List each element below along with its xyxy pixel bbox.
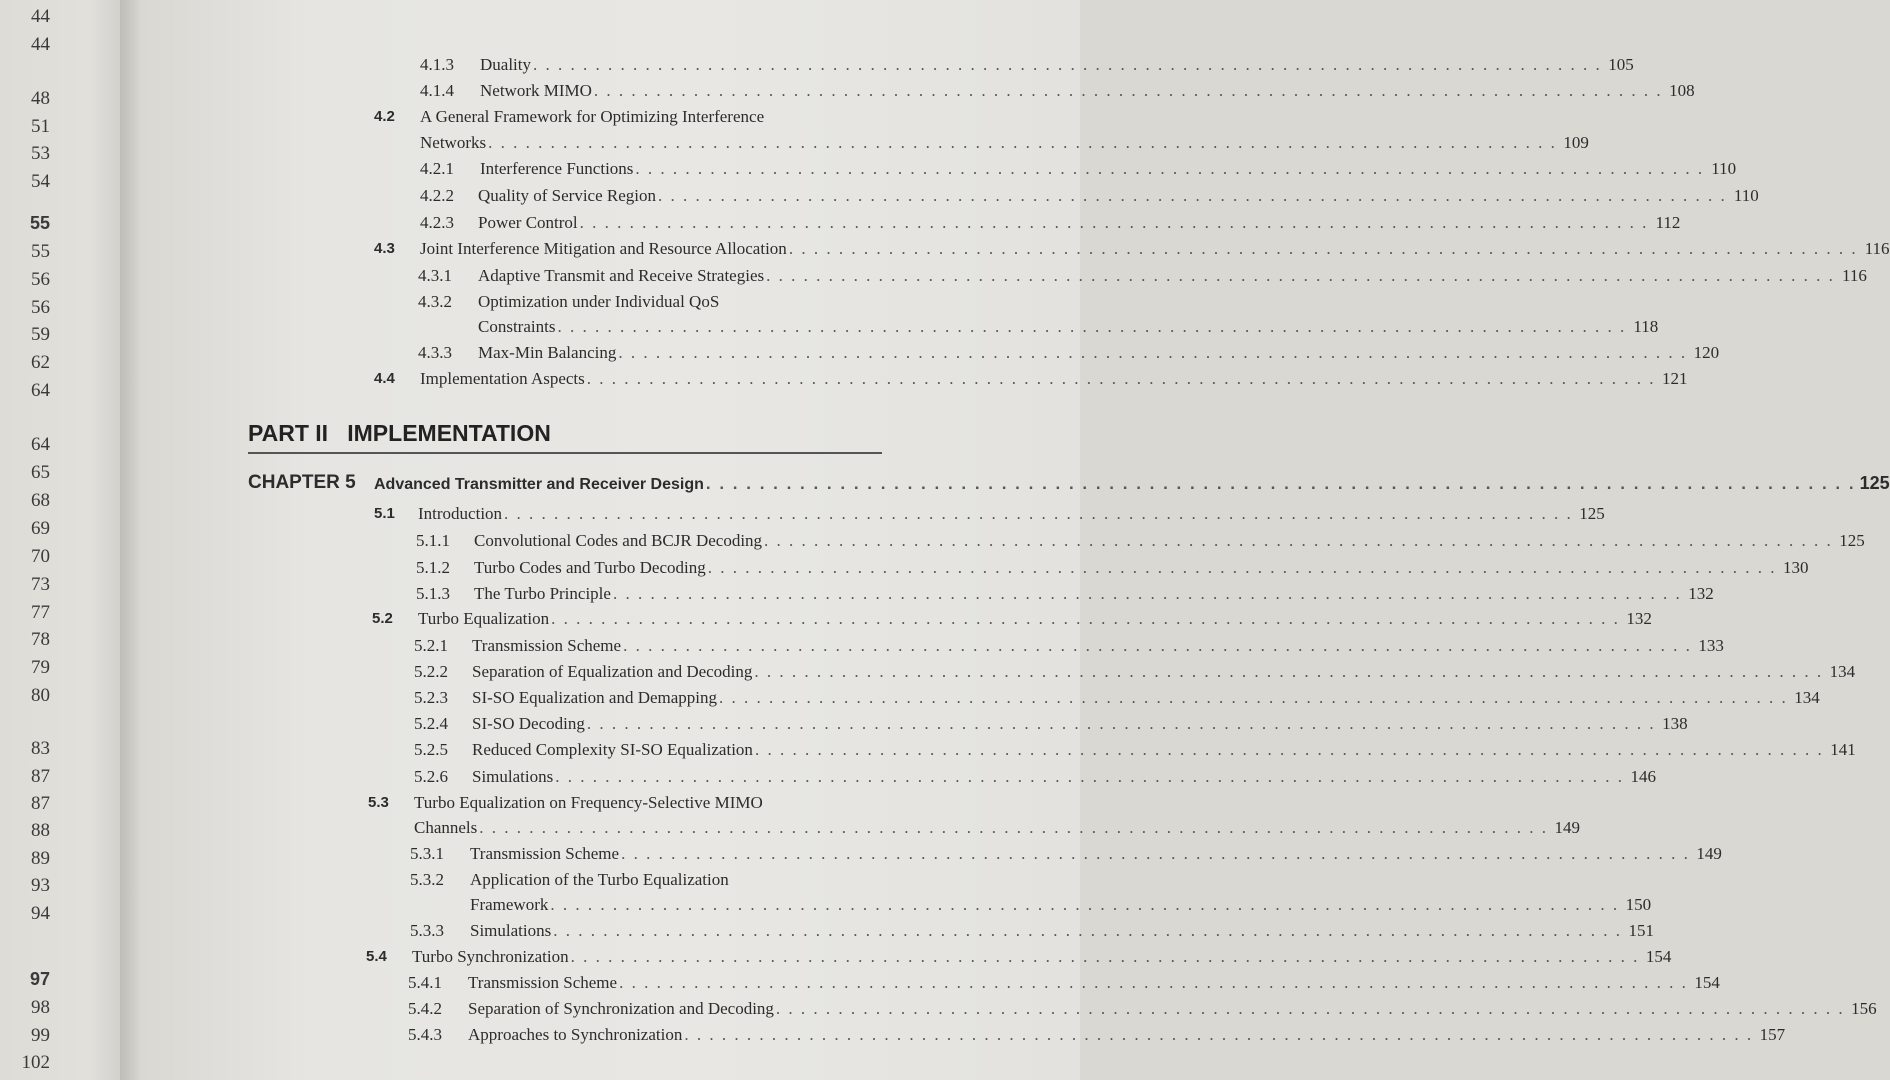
left-page-number: 65 [31,462,50,483]
left-page-number: 93 [31,875,50,896]
toc-section-number: 5.4.1 [408,973,442,992]
left-page-number: 88 [31,820,50,841]
left-page-number: 87 [31,793,50,814]
toc-entry [420,78,1695,104]
toc-page-number: 118 [1633,317,1659,336]
dot-leader: . . . . . . . . . . . . . . . . . . . . . . . . . . . . . . . . . . . . . . . . . . . . . . . . . . . . . . . . . . . . . . . . . . . . . . . . . . . . . . . . . . . . . . [619,973,1688,992]
toc-page-number: 109 [1563,133,1589,152]
left-page-number: 83 [31,738,50,759]
toc-title: Transmission Scheme [470,844,620,863]
toc-page-number: 138 [1662,714,1688,733]
dot-leader: . . . . . . . . . . . . . . . . . . . . . . . . . . . . . . . . . . . . . . . . . . . . . . . . . . . . . . . . . . . . . . . . . . . . . . . . . . . . . . . . . . . . . . [551,609,1620,628]
left-page-number: 44 [31,6,50,27]
toc-entry [408,996,1877,1022]
toc-section-number: 5.2.4 [414,714,448,733]
toc-page-number: 134 [1829,662,1856,681]
left-page-number: 87 [31,766,50,787]
toc-title: Turbo Codes and Turbo Decoding [474,558,706,577]
toc-entry [414,764,1656,790]
left-page-number: 79 [31,657,50,678]
toc-title: Channels [414,818,478,837]
left-page-number: 54 [31,171,50,192]
toc-entry [372,606,1652,632]
toc-section-number: 5.2.3 [414,688,448,707]
toc-section-number: 4.3 [374,240,395,257]
toc-section-number: 4.3.1 [418,266,452,285]
toc-title: Transmission Scheme [472,636,622,655]
dot-leader: . . . . . . . . . . . . . . . . . . . . . . . . . . . . . . . . . . . . . . . . . . . . . . . . . . . . . . . . . . . . . . . . . . . . . . . . . . . . . . . . . . . . . . [557,317,1627,336]
left-page-number: 56 [31,297,50,318]
toc-title: Simulations [472,767,554,786]
toc-entry [374,366,1688,392]
toc-entry [414,685,1820,711]
toc-entry [374,104,888,130]
dot-leader: . . . . . . . . . . . . . . . . . . . . . . . . . . . . . . . . . . . . . . . . . . . . . . . . . . . . . . . . . . . . . . . . . . . . . . . . . . . . . . . . . . . . . . [579,213,1649,232]
left-page-number: 80 [31,685,50,706]
toc-section-number: 5.4 [366,948,387,965]
toc-page-number: 110 [1711,159,1737,178]
dot-leader: . . . . . . . . . . . . . . . . . . . . . . . . . . . . . . . . . . . . . . . . . . . . . . . . . . . . . . . . . . . . . . . . . . . . . . . . . . . . . . . . . . . . . . [621,844,1690,863]
dot-leader: . . . . . . . . . . . . . . . . . . . . . . . . . . . . . . . . . . . . . . . . . . . . . . . . . . . . . . . . . . . . . . . . . . . . . . . . . . . . . . . . . . . . . . [618,343,1688,362]
toc-title: Optimization under Individual QoS [478,292,720,311]
left-page-number: 64 [31,434,50,455]
toc-section-number: 5.3.2 [410,870,444,889]
left-page-number: 59 [31,324,50,345]
dot-leader: . . . . . . . . . . . . . . . . . . . . . . . . . . . . . . . . . . . . . . . . . . . . . . . . . . . . . . . . . . . . . . . . . . . . . . . . . . . . . . . . . . . . . . [479,818,1549,837]
toc-section-number: 4.2.1 [420,159,454,178]
toc-title: SI-SO Decoding [472,714,585,733]
toc-page-number: 112 [1655,213,1681,232]
toc-section-number: 5.2.6 [414,767,448,786]
part-heading [248,420,882,454]
dot-leader: . . . . . . . . . . . . . . . . . . . . . . . . . . . . . . . . . . . . . . . . . . . . . . . . . . . . . . . . . . . . . . . . . . . . . . . . . . . . . . . . . . . . . . [504,504,1573,523]
toc-section-number: 4.3.2 [418,292,452,311]
left-page-number: 94 [31,903,50,924]
toc-section-number: 5.2.1 [414,636,448,655]
toc-section-number: 5.3.3 [410,921,444,940]
toc-page-number: 149 [1554,818,1581,837]
toc-title: Simulations [470,921,552,940]
toc-title: SI-SO Equalization and Demapping [472,688,718,707]
toc-entry [410,867,874,893]
toc-page-number: 141 [1830,740,1856,759]
dot-leader: . . . . . . . . . . . . . . . . . . . . . . . . . . . . . . . . . . . . . . . . . . . . . . . . . . . . . . . . . . . . . . . . . . . . . . . . . . . . . . . . . . . . . . [488,133,1557,152]
toc-entry [420,156,1737,182]
dot-leader: . . . . . . . . . . . . . . . . . . . . . . . . . . . . . . . . . . . . . . . . . . . . . . . . . . . . . . . . . . . . . . . . . . . . . . . . . . . . . . . . . . . . . . [550,895,1620,914]
toc-entry [416,581,1714,607]
left-page-number: 89 [31,848,50,869]
toc-entry [408,970,1720,996]
toc-title: Power Control [478,213,578,232]
dot-leader: . . . . . . . . . . . . . . . . . . . . . . . . . . . . . . . . . . . . . . . . . . . . . . . . . . . . . . . . . . . . . . . . . . . . . . . . . . . . . . . . . . . . . . [593,81,1663,100]
toc-page-number: 105 [1608,55,1634,74]
toc-title: Separation of Equalization and Decoding [472,662,753,681]
toc-entry [416,555,1809,581]
part-label: PART II [248,420,329,446]
toc-section-number: 4.2.3 [420,213,454,232]
toc-section-number: 4.4 [374,370,395,387]
dot-leader: . . . . . . . . . . . . . . . . . . . . . . . . . . . . . . . . . . . . . . . . . . . . . . . . . . . . . . . . . . . . . . . . . . . . . . . . . . . . . . . . . . . . . . [635,159,1705,178]
left-page-number: 98 [31,997,50,1018]
toc-page-number: 125 [1859,473,1890,493]
toc-entry [420,210,1681,236]
left-page-number: 77 [31,602,50,623]
toc-title: Advanced Transmitter and Receiver Design [374,476,704,493]
toc-entry [410,841,1722,867]
toc-title: Turbo Synchronization [412,947,569,966]
dot-leader: . . . . . . . . . . . . . . . . . . . . . . . . . . . . . . . . . . . . . . . . . . . . . . . . . . . . . . . . . . . . . . . . . . . . . . . . . . . . . . . . . . . . . . [586,369,1656,388]
toc-page-number: 149 [1696,844,1722,863]
toc-entry [366,944,1672,970]
dot-leader: . . . . . . . . . . . . . . . . . . . . . . . . . . . . . . . . . . . . . . . . . . . . . . . . . . . . . . . . . . . . . . . . . . . . . . . . . . . . . . . . . . . . . . [764,531,1833,550]
toc-title: Reduced Complexity SI-SO Equalization [472,740,753,759]
toc-entry [414,659,1856,685]
toc-title: Convolutional Codes and BCJR Decoding [474,531,763,550]
toc-section-number: 5.1.2 [416,558,450,577]
toc-title: Network MIMO [480,81,592,100]
toc-page-number: 154 [1645,947,1672,966]
toc-section-number: 5.2.2 [414,662,448,681]
toc-page-number: 116 [1842,266,1867,285]
toc-title: Quality of Service Region [478,186,656,205]
toc-entry [410,892,1652,918]
toc-page-number: 120 [1693,343,1720,362]
toc-entry [418,263,1867,289]
dot-leader: . . . . . . . . . . . . . . . . . . . . . . . . . . . . . . . . . . . . . . . . . . . . . . . . . . . . . . . . . . . . . . . . . . . . . . . . . . . . . . . . . . . . . . [788,239,1858,258]
toc-page-number: 133 [1698,636,1724,655]
left-page-number: 44 [31,34,50,55]
toc-entry [418,340,1720,366]
dot-leader: . . . . . . . . . . . . . . . . . . . . . . . . . . . . . . . . . . . . . . . . . . . . . . . . . . . . . . . . . . . . . . . . . . . . . . . . . . . . . . . . . . . . . . [766,266,1835,285]
toc-entry [368,815,1581,841]
left-page-number: 68 [31,490,50,511]
toc-title: Transmission Scheme [468,973,618,992]
toc-section-number: 4.1.3 [420,55,454,74]
toc-title: Joint Interference Mitigation and Resource Allocation [420,239,787,258]
dot-leader: . . . . . . . . . . . . . . . . . . . . . . . . . . . . . . . . . . . . . . . . . . . . . . . . . . . . . . . . . . . . . . . . . . . . . . . . . . . . . . . . . . . . . . [707,558,1777,577]
book-gutter [120,0,142,1080]
dot-leader: . . . . . . . . . . . . . . . . . . . . . . . . . . . . . . . . . . . . . . . . . . . . . . . . . . . . . . . . . . . . . . . . . . . . . . . . . . . . . . . . . . . . . . [705,474,1856,493]
toc-title: Adaptive Transmit and Receive Strategies [478,266,765,285]
dot-leader: . . . . . . . . . . . . . . . . . . . . . . . . . . . . . . . . . . . . . . . . . . . . . . . . . . . . . . . . . . . . . . . . . . . . . . . . . . . . . . . . . . . . . . [754,740,1824,759]
toc-section-number: 5.1.1 [416,531,450,550]
toc-page-number: 130 [1782,558,1809,577]
dot-leader: . . . . . . . . . . . . . . . . . . . . . . . . . . . . . . . . . . . . . . . . . . . . . . . . . . . . . . . . . . . . . . . . . . . . . . . . . . . . . . . . . . . . . . [612,584,1682,603]
toc-entry [374,236,1890,262]
part-title: IMPLEMENTATION [347,420,551,446]
left-page-number: 62 [31,352,50,373]
toc-title: Approaches to Synchronization [468,1025,683,1044]
toc-page-number: 121 [1662,369,1688,388]
toc-section-number: 5.2.5 [414,740,448,759]
toc-section-number: 5.1.3 [416,584,450,603]
left-page-number: 73 [31,574,50,595]
toc-entry [414,633,1724,659]
toc-title: Duality [480,55,531,74]
toc-title: Application of the Turbo Equalization [470,870,729,889]
left-page-number: 55 [31,241,50,262]
toc-entry [414,711,1688,737]
toc-entry [374,130,1589,156]
dot-leader: . . . . . . . . . . . . . . . . . . . . . . . . . . . . . . . . . . . . . . . . . . . . . . . . . . . . . . . . . . . . . . . . . . . . . . . . . . . . . . . . . . . . . . [719,688,1788,707]
left-page-number: 70 [31,546,50,567]
left-page-number: 64 [31,380,50,401]
toc-page-number: 134 [1794,688,1820,707]
toc-entry [410,918,1654,944]
toc-title: Turbo Equalization [418,609,550,628]
toc-section-number: 5.1 [374,505,395,522]
toc-page-number: 156 [1851,999,1877,1018]
dot-leader: . . . . . . . . . . . . . . . . . . . . . . . . . . . . . . . . . . . . . . . . . . . . . . . . . . . . . . . . . . . . . . . . . . . . . . . . . . . . . . . . . . . . . . [658,186,1727,205]
left-page-number: 51 [31,116,50,137]
toc-section-number: 4.1.4 [420,81,454,100]
toc-page-number: 150 [1625,895,1652,914]
toc-title: Constraints [478,317,556,336]
toc-chapter-entry [248,470,1890,496]
toc-entry [414,737,1856,763]
toc-entry [374,501,1605,527]
left-page-number: 56 [31,269,50,290]
toc-page-number: 146 [1630,767,1656,786]
toc-entry [408,1022,1786,1048]
dot-leader: . . . . . . . . . . . . . . . . . . . . . . . . . . . . . . . . . . . . . . . . . . . . . . . . . . . . . . . . . . . . . . . . . . . . . . . . . . . . . . . . . . . . . . [570,947,1640,966]
toc-page-number: 132 [1688,584,1714,603]
toc-page-number: 154 [1694,973,1720,992]
toc-page-number: 132 [1626,609,1652,628]
dot-leader: . . . . . . . . . . . . . . . . . . . . . . . . . . . . . . . . . . . . . . . . . . . . . . . . . . . . . . . . . . . . . . . . . . . . . . . . . . . . . . . . . . . . . . [684,1025,1754,1044]
left-page-number: 78 [31,629,50,650]
dot-leader: . . . . . . . . . . . . . . . . . . . . . . . . . . . . . . . . . . . . . . . . . . . . . . . . . . . . . . . . . . . . . . . . . . . . . . . . . . . . . . . . . . . . . . [623,636,1692,655]
left-page-number: 69 [31,518,50,539]
toc-section-number: 4.2.2 [420,186,454,205]
toc-page-number: 116 [1864,239,1890,258]
toc-page-number: 157 [1759,1025,1786,1044]
dot-leader: . . . . . . . . . . . . . . . . . . . . . . . . . . . . . . . . . . . . . . . . . . . . . . . . . . . . . . . . . . . . . . . . . . . . . . . . . . . . . . . . . . . . . . [586,714,1656,733]
toc-entry [418,314,1659,340]
toc-title: Interference Functions [480,159,634,178]
toc-entry [420,183,1759,209]
toc-section-number: 5.4.3 [408,1025,442,1044]
toc-title: Turbo Equalization on Frequency-Selective MIMO [414,793,763,812]
dot-leader: . . . . . . . . . . . . . . . . . . . . . . . . . . . . . . . . . . . . . . . . . . . . . . . . . . . . . . . . . . . . . . . . . . . . . . . . . . . . . . . . . . . . . . [533,55,1602,74]
left-page-number: 97 [29,969,50,989]
dot-leader: . . . . . . . . . . . . . . . . . . . . . . . . . . . . . . . . . . . . . . . . . . . . . . . . . . . . . . . . . . . . . . . . . . . . . . . . . . . . . . . . . . . . . . [775,999,1845,1018]
toc-entry [420,52,1634,78]
toc-title: Separation of Synchronization and Decoding [468,999,774,1018]
toc-page-number: 110 [1733,186,1759,205]
toc-section-number: 4.3.3 [418,343,452,362]
left-page-number: 55 [29,213,50,233]
toc-title: Max-Min Balancing [478,343,617,362]
left-page-number: 102 [21,1052,50,1073]
toc-page-number: 151 [1628,921,1654,940]
left-page-number: 99 [31,1025,50,1046]
dot-leader: . . . . . . . . . . . . . . . . . . . . . . . . . . . . . . . . . . . . . . . . . . . . . . . . . . . . . . . . . . . . . . . . . . . . . . . . . . . . . . . . . . . . . . [555,767,1624,786]
toc-title: The Turbo Principle [474,584,611,603]
toc-page-number: 108 [1669,81,1695,100]
toc-title: Framework [470,895,549,914]
toc-title: Networks [420,133,487,152]
toc-entry [368,790,876,816]
toc-section-number: CHAPTER 5 [248,472,356,493]
toc-section-number: 4.2 [374,108,395,125]
toc-section-number: 5.3 [368,794,389,811]
toc-section-number: 5.2 [372,610,393,627]
toc-entry [418,289,888,315]
left-page-number: 53 [31,143,50,164]
toc-title: A General Framework for Optimizing Interference [420,107,765,126]
toc-section-number: 5.3.1 [410,844,444,863]
dot-leader: . . . . . . . . . . . . . . . . . . . . . . . . . . . . . . . . . . . . . . . . . . . . . . . . . . . . . . . . . . . . . . . . . . . . . . . . . . . . . . . . . . . . . . [754,662,1824,681]
toc-title: Introduction [418,504,503,523]
toc-section-number: 5.4.2 [408,999,442,1018]
toc-title: Implementation Aspects [420,369,585,388]
dot-leader: . . . . . . . . . . . . . . . . . . . . . . . . . . . . . . . . . . . . . . . . . . . . . . . . . . . . . . . . . . . . . . . . . . . . . . . . . . . . . . . . . . . . . . [553,921,1622,940]
toc-page-number: 125 [1579,504,1605,523]
toc-entry [416,528,1865,554]
toc-page-number: 125 [1839,531,1865,550]
left-page-number: 48 [31,88,50,109]
